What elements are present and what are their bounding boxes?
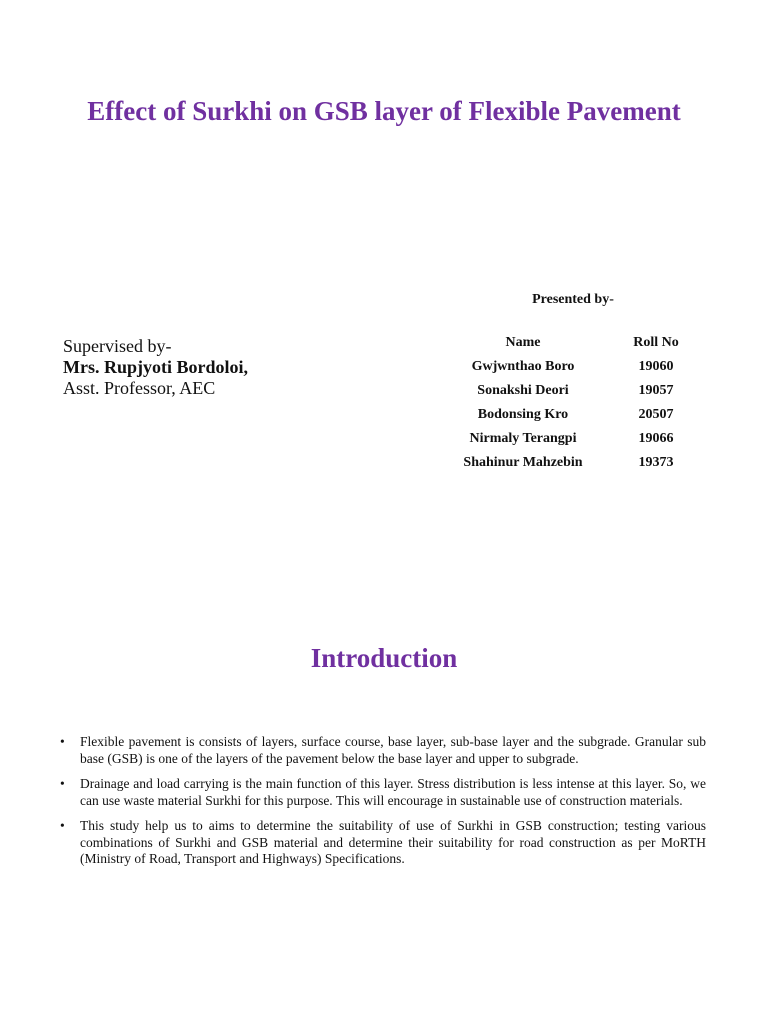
presented-by-label: Presented by- [532, 292, 614, 307]
supervisor-label: Supervised by- [63, 336, 172, 356]
member-name: Nirmaly Terangpi [469, 431, 577, 446]
bullet-icon: • [60, 734, 65, 749]
member-name: Sonakshi Deori [477, 383, 569, 398]
supervisor-block [63, 336, 248, 399]
introduction-heading: Introduction [310, 643, 458, 673]
member-roll: 19066 [638, 431, 674, 446]
table-row [449, 403, 715, 427]
team-table-header-row [449, 331, 715, 355]
list-item [60, 818, 706, 868]
member-roll: 19057 [638, 383, 674, 398]
list-item [60, 776, 706, 809]
introduction-bullet-list [60, 734, 706, 877]
table-row [449, 427, 715, 451]
member-name: Gwjwnthao Boro [471, 359, 575, 374]
bullet-text: Flexible pavement is consists of layers, surface course, base layer, sub-base layer and the subgrade. Granular sub base (GSB) is one of the layers of the pavement below the base layer and upper to subgrade. [80, 734, 706, 766]
column-header-name: Name [505, 335, 541, 350]
member-roll: 20507 [638, 407, 674, 422]
member-roll: 19060 [638, 359, 674, 374]
bullet-icon: • [60, 818, 65, 833]
member-name: Bodonsing Kro [477, 407, 569, 422]
supervisor-name: Mrs. Rupjyoti Bordoloi, [63, 357, 249, 377]
column-header-roll: Roll No [633, 335, 679, 350]
member-name: Shahinur Mahzebin [463, 455, 583, 470]
table-row [449, 355, 715, 379]
supervisor-designation: Asst. Professor, AEC [63, 378, 216, 398]
table-row [449, 379, 715, 403]
table-row [449, 451, 715, 475]
bullet-text: Drainage and load carrying is the main function of this layer. Stress distribution is less intense at this layer. So, we can use waste material Surkhi for this purpose. This will encourage in sustainable use of construction materials. [80, 776, 706, 808]
list-item [60, 734, 706, 767]
document-title: Effect of Surkhi on GSB layer of Flexible Pavement [87, 96, 681, 126]
team-table [449, 331, 715, 475]
bullet-icon: • [60, 776, 65, 791]
member-roll: 19373 [638, 455, 674, 470]
bullet-text: This study help us to aims to determine the suitability of use of Surkhi in GSB construction; testing various combinations of Surkhi and GSB material and determine their suitability for road construction as per MoRTH (Ministry of Road, Transport and Highways) Specifications. [80, 818, 706, 866]
